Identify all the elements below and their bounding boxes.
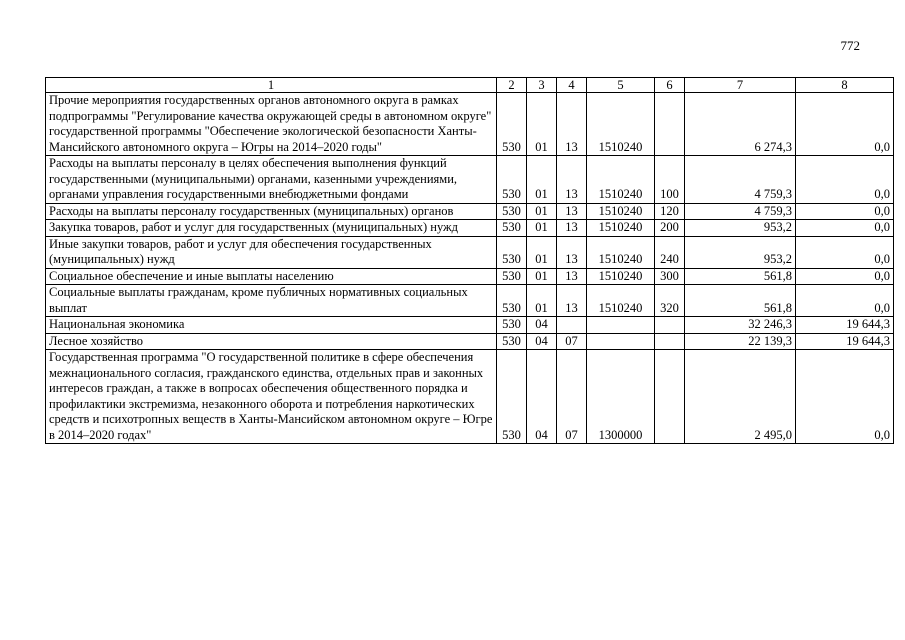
cell-amount-col8: 0,0 [796,236,894,268]
header-cell: 7 [685,78,796,93]
table-row [46,220,894,237]
cell-subsection: 13 [557,220,587,237]
cell-admin-code: 530 [497,236,527,268]
table-row [46,350,894,444]
table-row [46,285,894,317]
cell-section: 04 [527,333,557,350]
table-row [46,236,894,268]
cell-section: 04 [527,317,557,334]
header-cell: 8 [796,78,894,93]
table-row [46,203,894,220]
header-cell: 5 [587,78,655,93]
cell-amount-col8: 0,0 [796,268,894,285]
cell-section: 01 [527,156,557,204]
cell-target-article [587,317,655,334]
header-cell: 6 [655,78,685,93]
cell-subsection: 13 [557,236,587,268]
cell-amount-col7: 4 759,3 [685,156,796,204]
cell-subsection [557,317,587,334]
cell-admin-code: 530 [497,333,527,350]
cell-subsection: 07 [557,333,587,350]
table-row [46,317,894,334]
table-row [46,333,894,350]
cell-amount-col8: 19 644,3 [796,333,894,350]
cell-target-article: 1300000 [587,350,655,444]
cell-target-article: 1510240 [587,285,655,317]
cell-subsection: 07 [557,350,587,444]
page-number: 772 [840,38,860,53]
cell-amount-col7: 561,8 [685,285,796,317]
cell-amount-col7: 22 139,3 [685,333,796,350]
cell-section: 01 [527,268,557,285]
cell-amount-col7: 4 759,3 [685,203,796,220]
budget-table [45,77,894,444]
cell-target-article [587,333,655,350]
cell-subsection: 13 [557,203,587,220]
header-cell: 3 [527,78,557,93]
cell-admin-code: 530 [497,220,527,237]
cell-admin-code: 530 [497,156,527,204]
cell-section: 01 [527,285,557,317]
table-row [46,93,894,156]
cell-expense-type: 300 [655,268,685,285]
cell-amount-col7: 561,8 [685,268,796,285]
cell-target-article: 1510240 [587,220,655,237]
row-description: Иные закупки товаров, работ и услуг для обеспечения государственных (муниципальных) нужд [46,236,497,268]
cell-section: 01 [527,203,557,220]
cell-expense-type: 320 [655,285,685,317]
cell-amount-col7: 2 495,0 [685,350,796,444]
row-description: Государственная программа "О государственной политике в сфере обеспечения межнационального согласия, гражданского единства, отдельных прав и законных интересов граждан, а также в вопросах обеспечения общественного порядка и профилактики экстремизма, незаконного оборота и потребления наркотических средств и психотропных веществ в Ханты-Мансийском автономном округе – Югре в 2014–2020 годах" [46,350,497,444]
cell-subsection: 13 [557,285,587,317]
cell-target-article: 1510240 [587,236,655,268]
cell-expense-type [655,317,685,334]
row-description: Расходы на выплаты персоналу государственных (муниципальных) органов [46,203,497,220]
cell-subsection: 13 [557,93,587,156]
cell-amount-col8: 0,0 [796,350,894,444]
cell-expense-type: 100 [655,156,685,204]
table-row [46,156,894,204]
cell-expense-type [655,333,685,350]
cell-amount-col7: 6 274,3 [685,93,796,156]
cell-target-article: 1510240 [587,156,655,204]
cell-amount-col8: 0,0 [796,156,894,204]
cell-section: 01 [527,93,557,156]
cell-expense-type [655,350,685,444]
header-cell: 2 [497,78,527,93]
cell-subsection: 13 [557,268,587,285]
cell-amount-col8: 0,0 [796,203,894,220]
cell-expense-type: 200 [655,220,685,237]
row-description: Национальная экономика [46,317,497,334]
cell-amount-col8: 0,0 [796,285,894,317]
cell-section: 01 [527,236,557,268]
cell-admin-code: 530 [497,93,527,156]
cell-expense-type [655,93,685,156]
row-description: Закупка товаров, работ и услуг для государственных (муниципальных) нужд [46,220,497,237]
row-description: Прочие мероприятия государственных органов автономного округа в рамках подпрограммы "Регулирование качества окружающей среды в автономном округе" государственной программы "Обеспечение экологической безопасности Ханты-Мансийского автономного округа – Югры на 2014–2020 годы" [46,93,497,156]
table-header-row [46,78,894,93]
cell-subsection: 13 [557,156,587,204]
table-row [46,268,894,285]
cell-expense-type: 240 [655,236,685,268]
cell-expense-type: 120 [655,203,685,220]
row-description: Социальное обеспечение и иные выплаты населению [46,268,497,285]
cell-section: 01 [527,220,557,237]
cell-amount-col8: 0,0 [796,220,894,237]
cell-admin-code: 530 [497,203,527,220]
cell-admin-code: 530 [497,350,527,444]
cell-amount-col8: 19 644,3 [796,317,894,334]
row-description: Расходы на выплаты персоналу в целях обеспечения выполнения функций государственными (муниципальными) органами, казенными учреждениями, органами управления государственными внебюджетными фондами [46,156,497,204]
cell-target-article: 1510240 [587,93,655,156]
cell-target-article: 1510240 [587,203,655,220]
cell-target-article: 1510240 [587,268,655,285]
row-description: Социальные выплаты гражданам, кроме публичных нормативных социальных выплат [46,285,497,317]
cell-admin-code: 530 [497,268,527,285]
cell-admin-code: 530 [497,285,527,317]
row-description: Лесное хозяйство [46,333,497,350]
cell-amount-col7: 32 246,3 [685,317,796,334]
cell-section: 04 [527,350,557,444]
cell-amount-col7: 953,2 [685,220,796,237]
header-cell: 4 [557,78,587,93]
cell-admin-code: 530 [497,317,527,334]
header-cell: 1 [46,78,497,93]
cell-amount-col8: 0,0 [796,93,894,156]
cell-amount-col7: 953,2 [685,236,796,268]
